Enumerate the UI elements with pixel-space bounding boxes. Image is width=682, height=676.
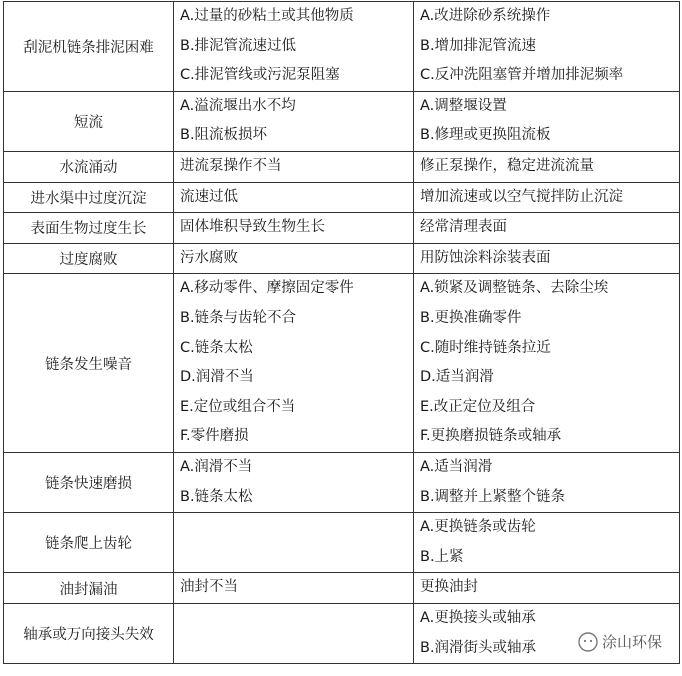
- cause-cell: [174, 91, 414, 151]
- fix-cell: [414, 513, 680, 573]
- cause-line: A.溢流堰出水不均: [180, 97, 296, 114]
- cause-line: B.排泥管流速过低: [180, 37, 297, 54]
- fix-line: F.更换磨损链条或轴承: [420, 428, 562, 445]
- cause-line: 流速过低: [180, 188, 238, 205]
- cause-line: 污水腐败: [180, 249, 238, 266]
- fix-line: 经常清理表面: [420, 219, 507, 236]
- table-row: [4, 151, 680, 182]
- fix-line: A.更换链条或齿轮: [420, 519, 536, 536]
- cause-line: 油封不当: [180, 579, 238, 596]
- cause-line: A.过量的砂粘土或其他物质: [180, 8, 354, 24]
- cause-line: 固体堆积导致生物生长: [180, 219, 325, 236]
- issue-cell: 过度腐败: [4, 243, 174, 274]
- fix-line: 增加流速或以空气搅拌防止沉淀: [420, 188, 623, 205]
- fix-cell: [414, 2, 680, 92]
- issue-cell: 水流涌动: [4, 151, 174, 182]
- fix-cell: [414, 274, 680, 453]
- fix-line: A.锁紧及调整链条、去除尘埃: [420, 280, 609, 297]
- table-body: [4, 2, 680, 664]
- cause-line: C.链条太松: [180, 339, 253, 356]
- fix-line: B.增加排泥管流速: [420, 37, 537, 54]
- cause-cell: [174, 182, 414, 213]
- cause-line: C.排泥管线或污泥泵阻塞: [180, 67, 340, 84]
- table-row: [4, 513, 680, 573]
- issue-cell: 链条爬上齿轮: [4, 513, 174, 573]
- issue-cell: 表面生物过度生长: [4, 213, 174, 244]
- fix-line: C.反冲洗阻塞管并增加排泥频率: [420, 67, 624, 84]
- cause-line: B.链条与齿轮不合: [180, 309, 297, 326]
- cause-cell: [174, 151, 414, 182]
- table-row: [4, 213, 680, 244]
- fix-line: D.适当润滑: [420, 369, 494, 386]
- cause-cell: [174, 513, 414, 573]
- fix-line: 更换油封: [420, 579, 478, 596]
- fix-line: A.适当润滑: [420, 458, 493, 475]
- fix-line: B.更换准确零件: [420, 309, 522, 326]
- table-row: [4, 243, 680, 274]
- fix-cell: [414, 573, 680, 604]
- wechat-icon: [578, 632, 598, 652]
- fix-line: 修正泵操作，稳定进流流量: [420, 157, 594, 174]
- cause-line: F.零件磨损: [180, 428, 249, 445]
- cause-line: A.移动零件、摩擦固定零件: [180, 280, 354, 297]
- cause-cell: [174, 274, 414, 453]
- cause-line: B.链条太松: [180, 488, 253, 505]
- cause-cell: [174, 452, 414, 512]
- issue-cell: 刮泥机链条排泥困难: [4, 2, 174, 92]
- fix-line: A.调整堰设置: [420, 97, 507, 114]
- fix-line: E.改正定位及组合: [420, 398, 536, 415]
- cause-cell: [174, 603, 414, 663]
- fix-cell: [414, 452, 680, 512]
- fix-line: B.润滑街头或轴承: [420, 639, 537, 656]
- fix-line: B.调整并上紧整个链条: [420, 488, 566, 505]
- table-row: [4, 91, 680, 151]
- issue-cell: 链条快速磨损: [4, 452, 174, 512]
- issue-cell: 进水渠中过度沉淀: [4, 182, 174, 213]
- watermark: [576, 631, 664, 652]
- table-row: [4, 2, 680, 92]
- table-row: [4, 573, 680, 604]
- table-row: [4, 274, 680, 453]
- cause-line: A.润滑不当: [180, 458, 253, 475]
- fix-cell: [414, 243, 680, 274]
- cause-line: D.润滑不当: [180, 369, 254, 386]
- cause-cell: [174, 213, 414, 244]
- fix-cell: [414, 213, 680, 244]
- cause-cell: [174, 243, 414, 274]
- table-row: [4, 182, 680, 213]
- fix-cell: [414, 91, 680, 151]
- issue-cell: 短流: [4, 91, 174, 151]
- watermark-text: 涂山环保: [601, 633, 662, 651]
- fix-line: B.修理或更换阻流板: [420, 127, 551, 144]
- fix-line: A.更换接头或轴承: [420, 609, 536, 626]
- table-row: [4, 452, 680, 512]
- cause-line: E.定位或组合不当: [180, 398, 296, 415]
- fix-line: 用防蚀涂料涂装表面: [420, 249, 551, 266]
- cause-cell: [174, 573, 414, 604]
- cause-line: 进流泵操作不当: [180, 157, 282, 174]
- troubleshooting-table: [3, 1, 680, 664]
- issue-cell: 链条发生噪音: [4, 274, 174, 453]
- fix-cell: [414, 182, 680, 213]
- fix-line: C.随时维持链条拉近: [420, 339, 551, 356]
- issue-cell: 油封漏油: [4, 573, 174, 604]
- fix-cell: [414, 151, 680, 182]
- cause-line: B.阻流板损坏: [180, 127, 268, 144]
- cause-cell: [174, 2, 414, 92]
- fix-line: B.上紧: [420, 548, 464, 565]
- issue-cell: 轴承或万向接头失效: [4, 603, 174, 663]
- fix-line: A.改进除砂系统操作: [420, 8, 551, 24]
